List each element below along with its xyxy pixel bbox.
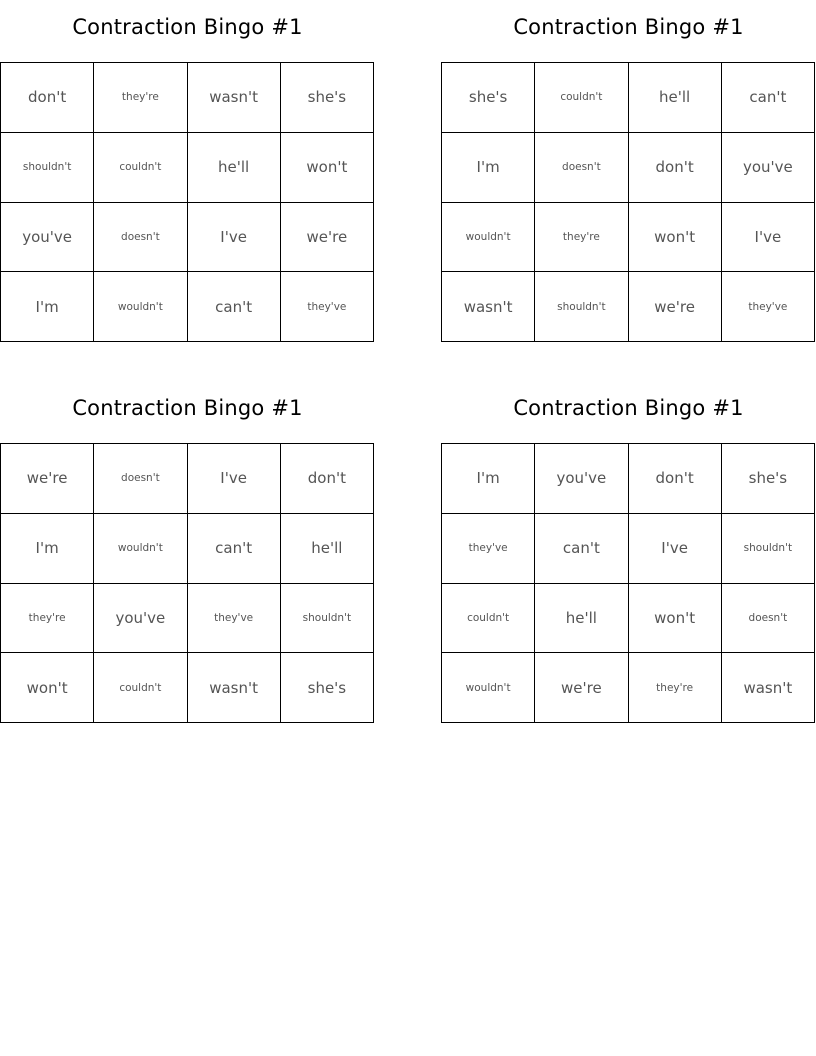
bingo-cell: can't <box>535 514 628 584</box>
bingo-cell: couldn't <box>94 653 187 723</box>
bingo-cell: don't <box>1 63 94 133</box>
bingo-cell: I'm <box>1 514 94 584</box>
bingo-cell: we're <box>535 653 628 723</box>
bingo-cell: I'm <box>1 272 94 342</box>
bingo-cell: wouldn't <box>94 514 187 584</box>
bingo-cell: won't <box>629 203 722 273</box>
bingo-cell: shouldn't <box>722 514 815 584</box>
bingo-cell: she's <box>442 63 535 133</box>
bingo-cell: I'm <box>442 444 535 514</box>
bingo-cell: wouldn't <box>442 203 535 273</box>
bingo-cell: can't <box>188 272 281 342</box>
bingo-cell: shouldn't <box>281 584 374 654</box>
bingo-cell: wouldn't <box>94 272 187 342</box>
bingo-cell: they're <box>94 63 187 133</box>
bingo-cell: doesn't <box>722 584 815 654</box>
bingo-cell: they're <box>535 203 628 273</box>
bingo-cell: I've <box>188 444 281 514</box>
bingo-cell: they're <box>1 584 94 654</box>
bingo-cell: couldn't <box>442 584 535 654</box>
bingo-cell: can't <box>722 63 815 133</box>
bingo-cell: we're <box>281 203 374 273</box>
bingo-cell: don't <box>281 444 374 514</box>
bingo-cell: don't <box>629 133 722 203</box>
bingo-cell: I've <box>629 514 722 584</box>
card-title: Contraction Bingo #1 <box>72 15 303 39</box>
bingo-cell: I've <box>722 203 815 273</box>
bingo-cell: I'm <box>442 133 535 203</box>
bingo-cell: wouldn't <box>442 653 535 723</box>
bingo-cell: won't <box>281 133 374 203</box>
bingo-grid <box>441 443 815 723</box>
bingo-cell: we're <box>1 444 94 514</box>
bingo-cell: wasn't <box>188 653 281 723</box>
bingo-cell: she's <box>281 63 374 133</box>
bingo-grid <box>0 443 374 723</box>
bingo-cell: wasn't <box>188 63 281 133</box>
bingo-cell: he'll <box>188 133 281 203</box>
bingo-cell: doesn't <box>535 133 628 203</box>
card-title: Contraction Bingo #1 <box>72 396 303 420</box>
bingo-cell: wasn't <box>442 272 535 342</box>
bingo-cell: she's <box>281 653 374 723</box>
bingo-cell: you've <box>94 584 187 654</box>
bingo-cell: she's <box>722 444 815 514</box>
bingo-cell: you've <box>535 444 628 514</box>
bingo-cell: they're <box>629 653 722 723</box>
bingo-cell: they've <box>722 272 815 342</box>
bingo-cell: don't <box>629 444 722 514</box>
bingo-cell: couldn't <box>535 63 628 133</box>
bingo-cell: wasn't <box>722 653 815 723</box>
bingo-cell: they've <box>442 514 535 584</box>
bingo-cell: won't <box>1 653 94 723</box>
bingo-cell: couldn't <box>94 133 187 203</box>
bingo-cell: he'll <box>535 584 628 654</box>
bingo-cell: he'll <box>281 514 374 584</box>
bingo-cell: I've <box>188 203 281 273</box>
bingo-cell: we're <box>629 272 722 342</box>
bingo-cell: doesn't <box>94 444 187 514</box>
card-title: Contraction Bingo #1 <box>513 396 744 420</box>
bingo-cell: doesn't <box>94 203 187 273</box>
bingo-cell: they've <box>281 272 374 342</box>
bingo-cell: won't <box>629 584 722 654</box>
bingo-cell: shouldn't <box>1 133 94 203</box>
bingo-cell: can't <box>188 514 281 584</box>
card-title: Contraction Bingo #1 <box>513 15 744 39</box>
bingo-grid <box>0 62 374 342</box>
bingo-cell: he'll <box>629 63 722 133</box>
bingo-cell: you've <box>722 133 815 203</box>
bingo-cell: they've <box>188 584 281 654</box>
bingo-cell: you've <box>1 203 94 273</box>
bingo-grid <box>441 62 815 342</box>
bingo-cell: shouldn't <box>535 272 628 342</box>
